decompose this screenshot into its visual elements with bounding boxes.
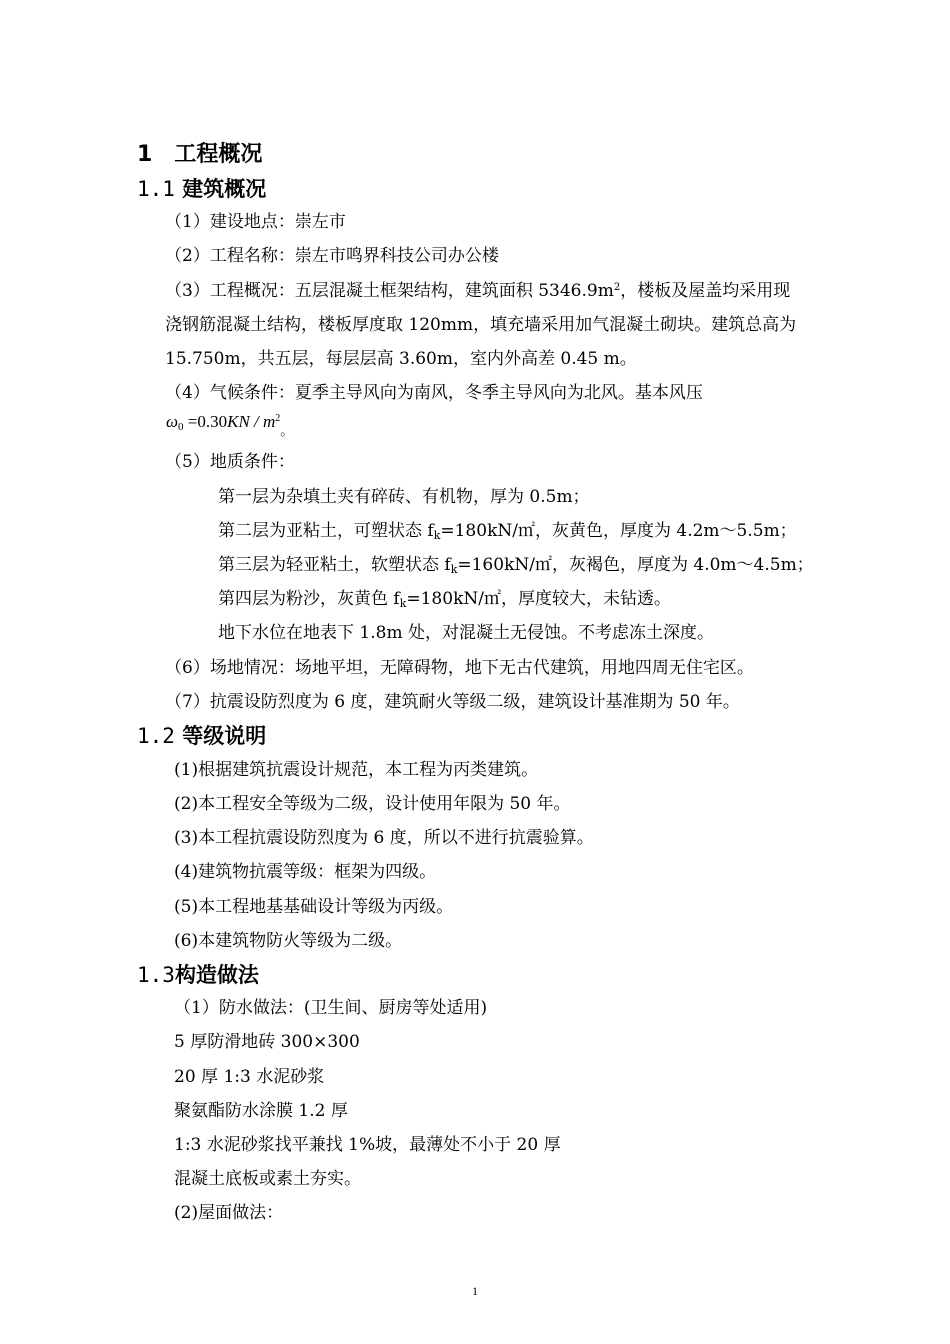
grade-item: (2)本工程安全等级为二级，设计使用年限为 50 年。 (174, 794, 571, 814)
section-number: 1.2 (137, 724, 175, 748)
section-title: 建筑概况 (182, 177, 267, 201)
text-span: =180kN/㎡，厚度较大，未钻透。 (406, 589, 671, 609)
subscript: k (433, 529, 441, 542)
text-span: =160kN/㎡，灰褐色，厚度为 4.0m～4.5m； (457, 555, 814, 575)
paragraph-site: （6）场地情况：场地平坦，无障碍物，地下无古代建筑，用地四周无住宅区。 (165, 658, 754, 678)
formula-unit: KN / m (227, 412, 276, 431)
formula-superscript: 2 (275, 413, 281, 424)
section-heading-1-3 (137, 961, 259, 989)
geology-layer-3 (218, 554, 814, 576)
geology-layer-4 (218, 588, 671, 610)
paragraph-overview-line3: 15.750m，共五层，每层层高 3.60m，室内外高差 0.45 m。 (165, 349, 637, 369)
text-span: 第二层为亚粘土，可塑状态 f (218, 521, 434, 541)
paragraph-project-name: （2）工程名称：崇左市鸣界科技公司办公楼 (165, 246, 499, 266)
grade-item: (3)本工程抗震设防烈度为 6 度，所以不进行抗震验算。 (174, 828, 594, 848)
subscript: k (450, 563, 458, 576)
text-span: ，楼板及屋盖均采用现 (620, 281, 791, 301)
chapter-number: 1 (137, 142, 153, 167)
section-number: 1.1 (137, 177, 175, 201)
geology-layer-1: 第一层为杂填土夹有碎砖、有机物，厚为 0.5m； (218, 487, 590, 507)
text-span: 第四层为粉沙，灰黄色 f (218, 589, 400, 609)
superscript: 2 (613, 282, 621, 293)
section-heading-1-1 (137, 175, 266, 203)
formula-symbol: ω (166, 412, 179, 431)
section-number: 1.3 (137, 963, 175, 987)
grade-item: (5)本工程地基基础设计等级为丙级。 (174, 897, 454, 917)
section-title: 等级说明 (182, 724, 267, 748)
section-title: 构造做法 (174, 963, 259, 987)
construction-item: 混凝土底板或素土夯实。 (174, 1169, 361, 1189)
text-span: 第三层为轻亚粘土，软塑状态 f (218, 555, 451, 575)
grade-item: (6)本建筑物防火等级为二级。 (174, 931, 403, 951)
construction-item: 聚氨酯防水涂膜 1.2 厚 (174, 1101, 348, 1121)
paragraph-overview-line1 (165, 280, 790, 302)
paragraph-overview-line2: 浇钢筋混凝土结构，楼板厚度取 120mm，填充墙采用加气混凝土砌块。建筑总高为 (165, 315, 797, 335)
text-span: =180kN/㎡，灰黄色，厚度为 4.2m～5.5m； (440, 521, 797, 541)
section-heading-1-2 (137, 722, 266, 750)
chapter-heading (137, 141, 262, 169)
paragraph-location: （1）建设地点：崇左市 (165, 212, 346, 232)
formula-subscript: 0 (178, 421, 184, 433)
construction-item: 5 厚防滑地砖 300×300 (174, 1032, 360, 1052)
paragraph-climate: （4）气候条件：夏季主导风向为南风，冬季主导风向为北风。基本风压 (165, 383, 703, 403)
formula-value: =0.30 (183, 412, 228, 431)
construction-item: 1:3 水泥砂浆找平兼找 1%坡，最薄处不小于 20 厚 (174, 1135, 561, 1155)
construction-item: (2)屋面做法： (174, 1203, 284, 1223)
paragraph-seismic: （7）抗震设防烈度为 6 度，建筑耐火等级二级，建筑设计基准期为 50 年。 (165, 692, 740, 712)
grade-item: (1)根据建筑抗震设计规范，本工程为丙类建筑。 (174, 760, 539, 780)
formula-period: 。 (280, 423, 294, 438)
chapter-title: 工程概况 (174, 142, 263, 167)
construction-item: （1）防水做法：(卫生间、厨房等处适用) (174, 998, 488, 1018)
text-span: （3）工程概况：五层混凝土框架结构，建筑面积 5346.9m (165, 281, 614, 301)
wind-pressure-formula (166, 411, 294, 438)
paragraph-geology: （5）地质条件： (165, 452, 295, 472)
subscript: k (399, 597, 407, 610)
page-number: 1 (472, 1284, 478, 1298)
groundwater-note: 地下水位在地表下 1.8m 处，对混凝土无侵蚀。不考虑冻土深度。 (218, 623, 714, 643)
construction-item: 20 厚 1:3 水泥砂浆 (174, 1067, 325, 1087)
grade-item: (4)建筑物抗震等级：框架为四级。 (174, 862, 437, 882)
geology-layer-2 (218, 520, 797, 542)
